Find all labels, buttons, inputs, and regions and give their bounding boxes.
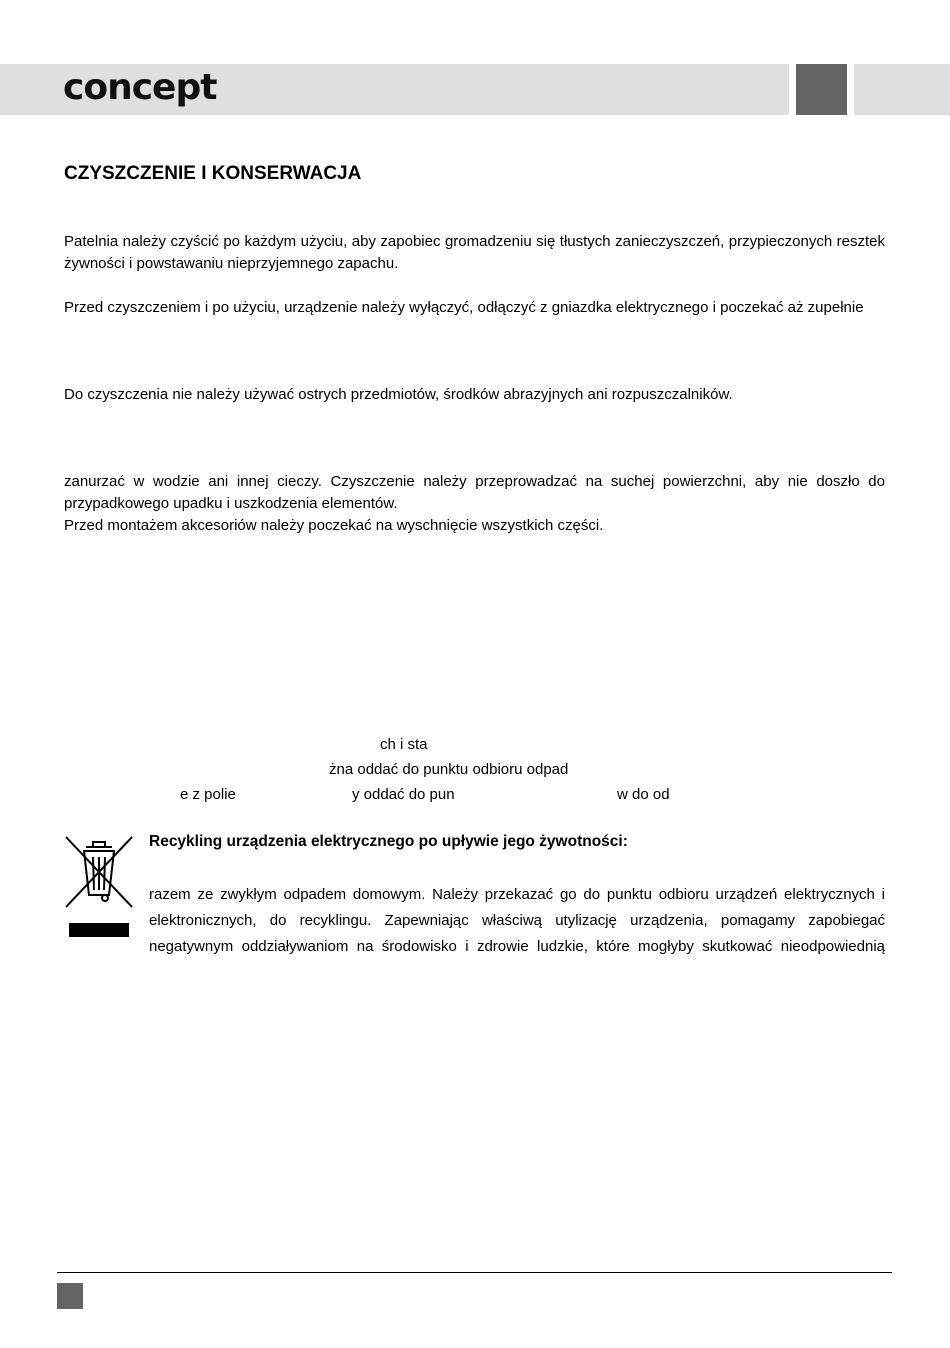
paragraph-before-cleaning: Przed czyszczeniem i po użyciu, urządzenie należy wyłączyć, odłączyć z gniazdka elektrycznego i poczekać aż zupełnie (64, 299, 864, 316)
paragraph-no-abrasives: Do czyszczenia nie należy używać ostrych przedmiotów, środków abrazyjnych ani rozpuszczalników. (64, 386, 733, 403)
text-fragment: w do od (617, 786, 670, 803)
concept-logo: concept (63, 67, 217, 108)
footer-divider (57, 1272, 892, 1273)
text-fragment: ch i sta (380, 736, 428, 753)
text-fragment: y oddać do pun (352, 786, 455, 803)
recycling-title: Recykling urządzenia elektrycznego po upływie jego żywotności: (149, 833, 628, 850)
crossed-out-bin-icon (64, 835, 134, 941)
footer-page-marker (57, 1283, 83, 1309)
paragraph-cleaning-frequency: Patelnia należy czyścić po każdym użyciu, aby zapobiec gromadzeniu się tłustych zanieczyszczeń, przypieczonych resztek żywności i powstawaniu nieprzyjemnego zapachu. (64, 233, 885, 272)
paragraph-drying: Przed montażem akcesoriów należy poczekać na wyschnięcie wszystkich części. (64, 517, 604, 534)
recycling-body: razem ze zwykłym odpadem domowym. Należy przekazać go do punktu odbioru urządzeń elektrycznych i elektronicznych, do recyklingu. Zapewniając właściwą utylizację urządzenia, pomagamy zapobiegać negatywnym oddziaływaniom na środowisko i zdrowie ludzkie, które mogłyby skutkować nieodpowiednią (149, 886, 885, 955)
text-fragment: e z polie (180, 786, 236, 803)
section-title: CZYSZCZENIE I KONSERWACJA (64, 163, 362, 184)
paragraph-no-immersion: zanurzać w wodzie ani innej cieczy. Czyszczenie należy przeprowadzać na suchej powierzchni, aby nie doszło do przypadkowego upadku i uszkodzenia elementów. (64, 473, 885, 512)
header-right-band (854, 64, 950, 115)
text-fragment: żna oddać do punktu odbioru odpad (329, 761, 569, 778)
header-dark-block (796, 64, 847, 115)
